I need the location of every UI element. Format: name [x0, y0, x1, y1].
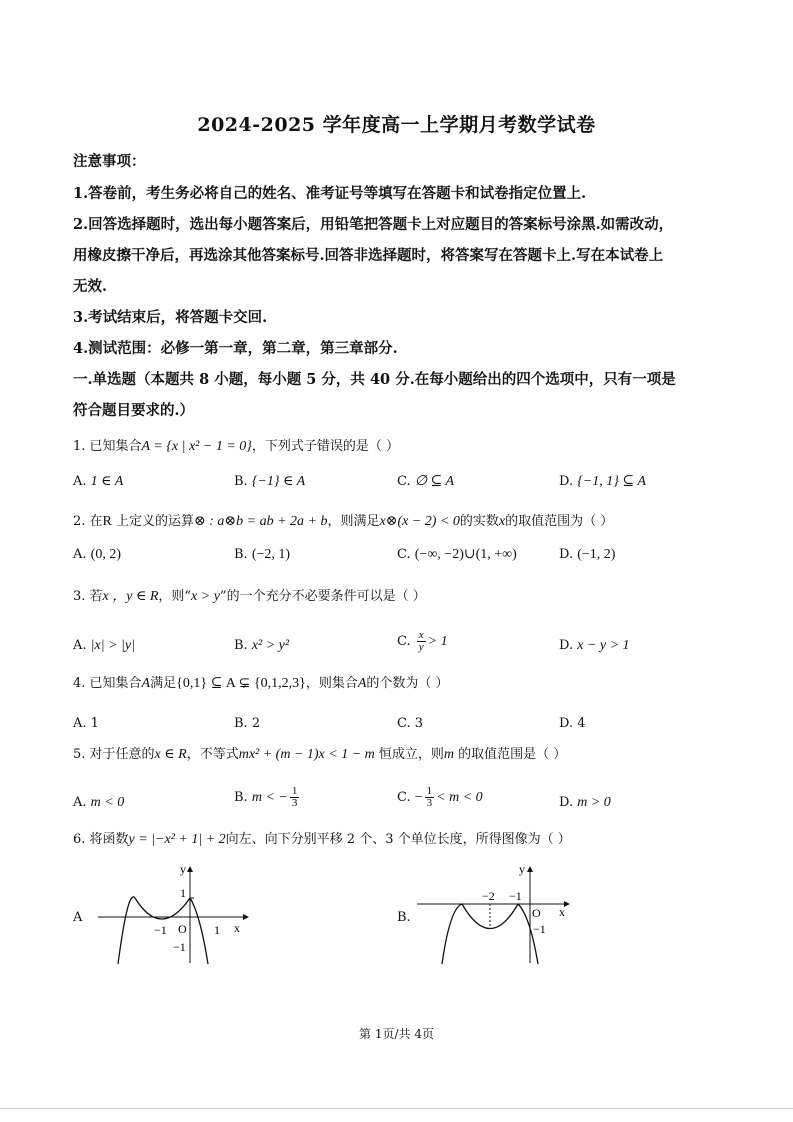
q2-option-b[interactable]: B. (−2, 1) [234, 547, 291, 562]
q1-stem-end: ，下列式子错误的是（ ） [251, 439, 399, 454]
tick-label-x-neg1: −1 [154, 923, 167, 937]
origin-label: O [532, 906, 541, 920]
x-axis-arrow [243, 914, 249, 920]
tick-label-y-neg1: −1 [533, 922, 546, 936]
label-y-axis: y [519, 862, 525, 876]
q1-option-a[interactable]: A. 1 ∈ A [73, 474, 124, 489]
q6-option-b-graph[interactable] [412, 858, 582, 968]
q1-option-d[interactable]: D. {−1, 1} ⊆ A [559, 474, 646, 489]
q5b-fraction: $\frac{1}{3}$ [291, 785, 298, 809]
section-heading-line1: 一.单选题（本题共 8 小题，每小题 5 分，共 40 分.在每小题给出的四个选项中，只有一项是 [73, 371, 676, 388]
question-5-stem: 5. 对于任意的x ∈ R，不等式mx² + (m − 1)x < 1 − m 恒成立，则m 的取值范围是（ ） [73, 747, 567, 762]
q6-option-b-label[interactable]: B. [397, 910, 411, 925]
y-axis-arrow [187, 866, 193, 872]
exam-title: 2024-2025 学年度高一上学期月考数学试卷 [197, 114, 596, 136]
tick-label-x-neg1: −1 [509, 889, 522, 903]
q1-option-b[interactable]: B. {−1} ∈ A [234, 474, 306, 489]
tick-label-y-neg1: −1 [173, 940, 186, 954]
tick-label-x-neg2: −2 [482, 889, 495, 903]
question-6-stem: 6. 将函数y = |−x² + 1| + 2向左、向下分别平移 2 个、3 个单位长度，所得图像为（ ） [73, 832, 571, 847]
notice-heading: 注意事项： [73, 153, 146, 170]
q4-option-d[interactable]: D. 4 [559, 716, 586, 731]
q1-stem-text: 1. 已知集合 [73, 439, 142, 454]
q2-option-d[interactable]: D. (−1, 2) [559, 547, 616, 562]
notice-item-2-cont: 用橡皮擦干净后，再选涂其他答案标号.回答非选择题时，将答案写在答题卡上.写在本试卷上 [73, 247, 664, 264]
q3-option-a[interactable]: A. |x| > |y| [73, 638, 135, 653]
q5-option-a[interactable]: A. m < 0 [73, 795, 125, 810]
label-x-axis: x [234, 921, 240, 935]
q2-option-a[interactable]: A. (0, 2) [73, 547, 121, 562]
page-bottom-divider [0, 1108, 793, 1109]
tick-label-x-1: 1 [214, 923, 220, 937]
notice-item-4: 4.测试范围：必修一第一章，第二章，第三章部分. [73, 340, 398, 357]
q5-option-c[interactable]: C. − $\frac{1}{3}$ < m < 0 [397, 785, 483, 809]
question-4-stem: 4. 已知集合A满足{0,1} ⊆ A ⊊ {0,1,2,3}，则集合A的个数为（ ） [73, 676, 449, 691]
q1-set-def: A = {x | x² − 1 = 0} [141, 439, 252, 454]
notice-item-1: 1.答卷前，考生务必将自己的姓名、准考证号等填写在答题卡和试卷指定位置上. [73, 185, 587, 202]
q3-option-c[interactable]: C. $\frac{x}{y}$ > 1 [397, 629, 448, 653]
q3-option-b[interactable]: B. x² > y² [234, 638, 290, 653]
q6-option-a-graph[interactable] [88, 858, 258, 968]
question-3-stem: 3. 若x ，y ∈ R，则“x > y”的一个充分不必要条件可以是（ ） [73, 589, 426, 604]
q2-option-c[interactable]: C. (−∞, −2)∪(1, +∞) [397, 547, 517, 562]
tick-label-y-1: 1 [180, 886, 186, 900]
q4-option-a[interactable]: A. 1 [73, 716, 99, 731]
q5-option-b[interactable]: B. m < − $\frac{1}{3}$ [234, 785, 298, 809]
q5c-fraction: $\frac{1}{3}$ [426, 785, 433, 809]
q3-option-d[interactable]: D. x − y > 1 [559, 638, 630, 653]
label-x-axis: x [559, 905, 565, 919]
q4-option-c[interactable]: C. 3 [397, 716, 424, 731]
q6-option-a-label[interactable]: A [73, 910, 83, 925]
question-2-stem: 2. 在R 上定义的运算⊗ : a⊗b = ab + 2a + b，则满足x⊗(x − 2) < 0的实数x的取值范围为（ ） [73, 514, 614, 529]
notice-item-2: 2.回答选择题时，选出每小题答案后，用铅笔把答题卡上对应题目的答案标号涂黑.如需改动， [73, 216, 674, 233]
notice-item-2-end: 无效. [73, 278, 108, 295]
q5-option-d[interactable]: D. m > 0 [559, 795, 611, 810]
notice-item-3: 3.考试结束后，将答题卡交回. [73, 309, 268, 326]
page-footer: 第 1页/共 4页 [359, 1027, 434, 1041]
question-1-stem [73, 437, 399, 457]
q1-option-c[interactable]: C. ∅ ⊆ A [397, 474, 454, 489]
label-y-axis: y [180, 862, 186, 876]
y-axis-arrow [527, 866, 533, 872]
q3c-fraction: $\frac{x}{y}$ [418, 629, 424, 653]
q4-option-b[interactable]: B. 2 [234, 716, 261, 731]
origin-label: O [178, 922, 187, 936]
section-heading-line2: 符合题目要求的.） [73, 402, 195, 419]
